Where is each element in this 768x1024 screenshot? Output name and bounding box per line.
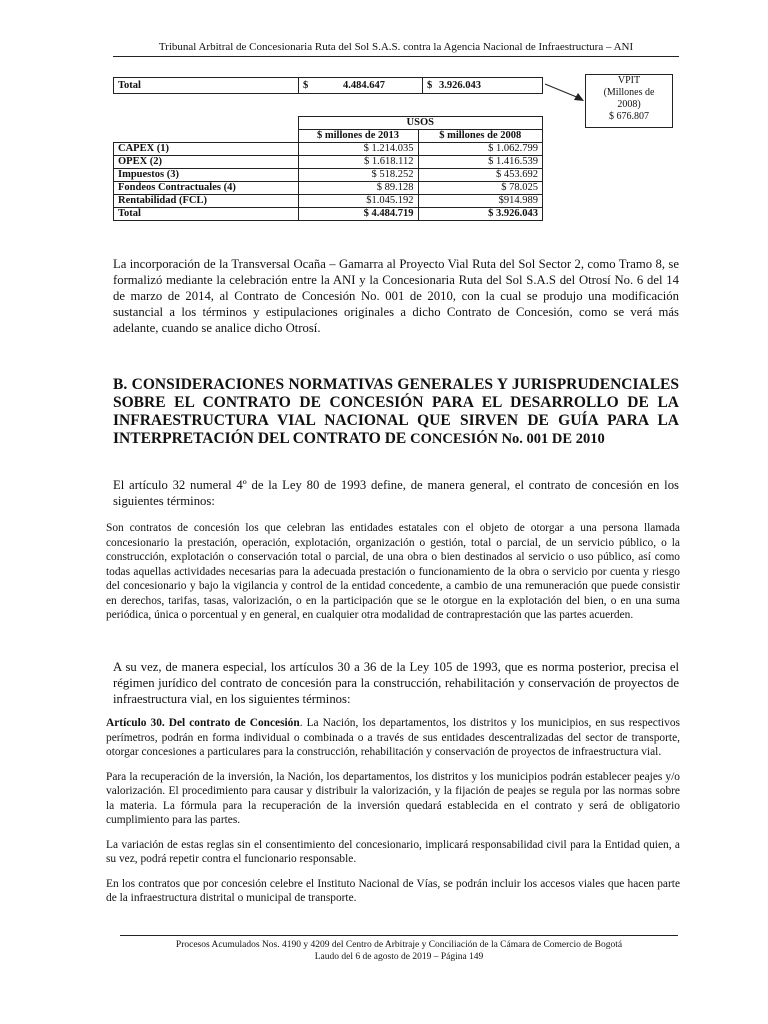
table-row xyxy=(114,195,543,208)
article-paragraph-2: Para la recuperación de la inversión, la Nación, los departamentos, los distritos y los municipios podrán establecer peajes y/o valorización. El procedimiento para causar y distribuir la valorización, y la fijación de peajes se regula por las normas sobre la materia. La fórmula para la recuperación de la inversión quedará establecida en el contrato y será de obligatorio cumplimiento para las partes. xyxy=(106,770,680,826)
total-value-2008: $ 3.926.043 xyxy=(423,78,543,94)
vpit-unit-line2: 2008) xyxy=(617,99,641,110)
usos-table xyxy=(113,116,543,221)
column-header-2008: $ millones de 2008 xyxy=(418,130,543,143)
row-value-2013: $ 518.252 xyxy=(298,169,418,182)
empty-cell xyxy=(114,117,299,130)
table-row xyxy=(114,169,543,182)
quote-ley80 xyxy=(106,521,680,633)
row-value-2013: $ 89.128 xyxy=(298,182,418,195)
vpit-unit-line1: (Millones de xyxy=(603,87,655,98)
article-paragraph-3: La variación de estas reglas sin el consentimiento del concesionario, implicará responsabilidad civil para la Entidad quien, a su vez, podrá repetir contra el funcionario responsable. xyxy=(106,838,680,865)
table-row xyxy=(114,208,543,221)
quote-text: Son contratos de concesión los que celebran las entidades estatales con el objeto de otorgar a una persona llamada concesionario la prestación, operación, explotación, organización o gestión, total o parcial, de un servicio público, o la construcción, explotación o conservación total o parcial, de una obra o bien destinados al servicio o uso público, así como todas aquellas actividades necesarias para la adecuada prestación o funcionamiento de la obra o servicio por cuenta y riesgo del concesionario y bajo la vigilancia y control de la entidad concedente, a cambio de una remuneración que puede consistir en derechos, tarifas, tasas, valorización, o en la participación que se le otorgue en la explotación del bien, o en una suma periódica, única o porcentual y en general, en cualquier otra modalidad de contraprestación que las partes acuerden. xyxy=(106,522,680,621)
row-label: OPEX (2) xyxy=(114,156,299,169)
body-paragraph-ley105: A su vez, de manera especial, los artículos 30 a 36 de la Ley 105 de 1993, que es norma posterior, precisa el régimen jurídico del contrato de concesión para la construcción, rehabilitación y conservación de proyectos de infraestructura vial, en los siguientes términos: xyxy=(113,660,679,706)
article-paragraph-1: Artículo 30. Del contrato de Concesión. La Nación, los departamentos, los distritos y los municipios, en sus respectivos perímetros, podrán en forma individual o combinada o a través de sus entidades descentralizadas del sector de transporte, otorgar concesiones a particulares para la construcción, rehabilitación y conservación de proyectos de infraestructura vial. xyxy=(106,717,680,758)
footer-line-2: Laudo del 6 de agosto de 2019 – Página 149 xyxy=(314,952,484,962)
article-paragraph-4: En los contratos que por concesión celebre el Instituto Nacional de Vías, se podrán incluir los accesos viales que hacen parte de la infraestructura distrital o municipal de transporte. xyxy=(106,877,680,904)
total-row-label: Total xyxy=(114,208,299,221)
section-heading xyxy=(113,376,679,448)
table-row xyxy=(114,182,543,195)
total-summary-table xyxy=(113,77,543,94)
vpit-title: VPIT xyxy=(617,75,641,86)
vpit-box xyxy=(585,74,673,128)
section-title-last: CONCESIÓN No. 001 DE 2010 xyxy=(410,431,605,447)
column-header-2013: $ millones de 2013 xyxy=(298,130,418,143)
row-label: CAPEX (1) xyxy=(114,143,299,156)
row-label: Rentabilidad (FCL) xyxy=(114,195,299,208)
total-row-value-2008: $ 3.926.043 xyxy=(418,208,543,221)
section-letter: B. xyxy=(113,376,128,393)
row-label: Impuestos (3) xyxy=(114,169,299,182)
row-value-2008: $ 1.416.539 xyxy=(418,156,543,169)
table-row xyxy=(114,143,543,156)
table-row xyxy=(114,78,543,94)
empty-cell xyxy=(114,130,299,143)
footer-line-1: Procesos Acumulados Nos. 4190 y 4209 del Centro de Arbitraje y Conciliación de la Cámara de Comercio de Bogotá xyxy=(175,940,623,950)
body-paragraph-transversal: La incorporación de la Transversal Ocaña – Gamarra al Proyecto Vial Ruta del Sol Sector 2, como Tramo 8, se formalizó mediante la celebración entre la ANI y la Concesionaria Ruta del Sol S.A.S del Otrosí No. 6 del 14 de marzo de 2014, al Contrato de Concesión No. 001 de 2010, con la cual se produjo una modificación sustancial a los términos y estipulaciones originales a dicho Contrato de Concesión, como se verá más adelante, cuando se analice dicho Otrosí. xyxy=(113,257,679,335)
section-title-main: CONSIDERACIONES NORMATIVAS GENERALES Y JURISPRUDENCIALES SOBRE EL CONTRATO DE CONCESIÓN PARA EL DESARROLLO DE LA INFRAESTRUCTURA VIAL NACIONAL QUE SIRVEN DE GUÍA PARA LA INTERPRETACIÓN DEL CONTRATO DE xyxy=(113,376,680,447)
row-value-2013: $ 1.618.112 xyxy=(298,156,418,169)
total-label: Total xyxy=(114,78,299,94)
row-value-2008: $ 1.062.799 xyxy=(418,143,543,156)
total-value-2013: $ 4.484.647 xyxy=(299,78,423,94)
total-row-value-2013: $ 4.484.719 xyxy=(298,208,418,221)
row-label: Fondeos Contractuales (4) xyxy=(114,182,299,195)
row-value-2008: $ 78.025 xyxy=(418,182,543,195)
row-value-2008: $ 453.692 xyxy=(418,169,543,182)
page-header: Tribunal Arbitral de Concesionaria Ruta del Sol S.A.S. contra la Agencia Nacional de Infraestructura – ANI xyxy=(113,41,679,57)
table-row xyxy=(114,156,543,169)
page-footer xyxy=(120,935,678,963)
arrow-icon xyxy=(543,82,587,104)
article-heading: Artículo 30. Del contrato de Concesión xyxy=(106,717,300,729)
row-value-2013: $1.045.192 xyxy=(298,195,418,208)
table-row xyxy=(114,117,543,130)
body-paragraph-ley80: El artículo 32 numeral 4º de la Ley 80 de 1993 define, de manera general, el contrato de concesión en los siguientes términos: xyxy=(113,478,679,508)
table-row xyxy=(114,130,543,143)
usos-heading: USOS xyxy=(298,117,543,130)
row-value-2008: $914.989 xyxy=(418,195,543,208)
row-value-2013: $ 1.214.035 xyxy=(298,143,418,156)
quote-articulo-30 xyxy=(106,716,680,916)
vpit-value: $ 676.807 xyxy=(609,111,649,122)
